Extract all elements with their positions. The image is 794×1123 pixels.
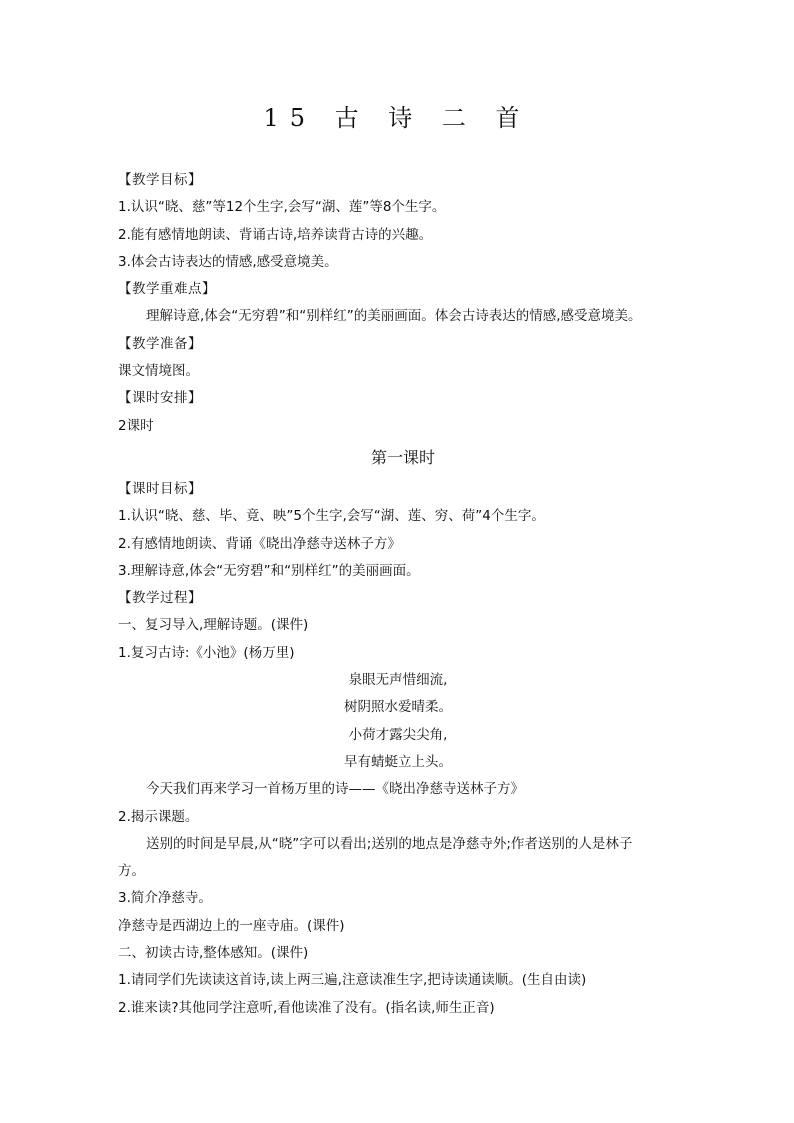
- poem-line: 早有蜻蜓立上头。: [344, 753, 452, 770]
- text-line: 3.理解诗意,体会“无穷碧”和“别样红”的美丽画面。: [118, 562, 420, 579]
- section-heading: 【教学准备】: [118, 335, 202, 352]
- text-line: 1.复习古诗:《小池》(杨万里): [118, 644, 295, 661]
- section-heading: 【教学目标】: [118, 172, 202, 188]
- poem-line: 小荷才露尖尖角,: [348, 726, 448, 743]
- poem-line: 树阴照水爱晴柔。: [344, 699, 452, 716]
- section-heading: 【课时安排】: [118, 390, 202, 407]
- text-line: 1.认识“晓、慈、毕、竟、映”5个生字,会写“湖、莲、穷、荷”4个生字。: [118, 508, 545, 525]
- section-heading: 【教学重难点】: [118, 281, 216, 298]
- text-line: 2.谁来读?其他同学注意听,看他读准了没有。(指名读,师生正音): [118, 999, 495, 1016]
- document-body: [118, 167, 688, 1022]
- text-line: 3.体会古诗表达的情感,感受意境美。: [118, 253, 338, 270]
- text-line: 今天我们再来学习一首杨万里的诗——《晓出净慈寺送林子方》: [146, 781, 524, 798]
- lesson-subtitle: 第一课时: [370, 447, 435, 467]
- text-line: 2.揭示课题。: [118, 808, 199, 825]
- text-line: 二、初读古诗,整体感知。(课件): [118, 945, 309, 962]
- text-line: 净慈寺是西湖边上的一座寺庙。(课件): [118, 917, 345, 934]
- text-line: 2.能有感情地朗读、背诵古诗,培养读背古诗的兴趣。: [118, 226, 433, 243]
- text-line: 一、复习导入,理解诗题。(课件): [118, 617, 309, 634]
- poem-line: 泉眼无声惜细流,: [348, 672, 448, 689]
- section-heading: 【课时目标】: [118, 480, 202, 497]
- section-heading: 【教学过程】: [118, 590, 202, 607]
- text-line: 3.简介净慈寺。: [118, 890, 212, 907]
- text-line: 送别的时间是早晨,从“晓”字可以看出;送别的地点是净慈寺外;作者送别的人是林子: [146, 835, 633, 852]
- text-line: 2.有感情地朗读、背诵《晓出净慈寺送林子方》: [118, 535, 401, 552]
- text-line: 1.请同学们先读读这首诗,读上两三遍,注意读准生字,把诗读通读顺。(生自由读): [118, 972, 587, 989]
- text-line: 1.认识“晓、慈”等12个生字,会写“湖、莲”等8个生字。: [118, 199, 446, 216]
- text-line: 课文情境图。: [118, 363, 199, 380]
- text-line: 方。: [118, 863, 145, 880]
- text-line: 理解诗意,体会“无穷碧”和“别样红”的美丽画面。体会古诗表达的情感,感受意境美。: [146, 308, 642, 325]
- document-title: 15 古 诗 二 首: [263, 104, 531, 132]
- text-line: 2课时: [118, 417, 154, 434]
